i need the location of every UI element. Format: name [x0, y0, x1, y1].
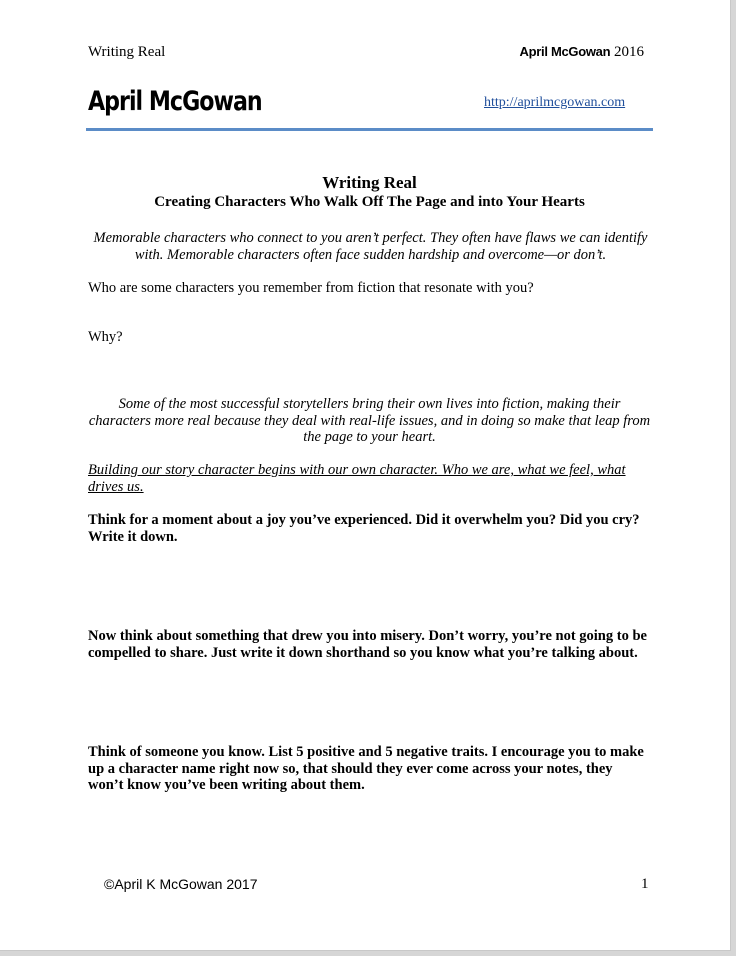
storytellers-paragraph: Some of the most successful storytellers bring their own lives into fiction, making their characters more real because they deal with real-life issues, and in doing so make that leap from the page to your heart.	[88, 396, 651, 445]
document-subtitle: Creating Characters Who Walk Off The Page and into Your Hearts	[154, 194, 585, 210]
header-title: Writing Real	[88, 44, 166, 60]
prompt-misery: Now think about something that drew you into misery. Don’t worry, you’re not going to be compelled to share. Just write it down shorthand so you know what you’re talking about.	[88, 628, 647, 661]
footer-copyright: ©April K McGowan 2017	[104, 876, 258, 892]
header-year: 2016	[614, 44, 644, 60]
building-text: Building our story character begins with our own character. Who we are, what we feel, what drives us.	[88, 462, 626, 495]
building-paragraph	[88, 462, 651, 495]
page-shadow-bottom	[0, 951, 736, 956]
prompt-joy: Think for a moment about a joy you’ve experienced. Did it overwhelm you? Did you cry? Write it down.	[88, 512, 640, 545]
header-author-year	[520, 44, 644, 61]
question-characters: Who are some characters you remember from fiction that resonate with you?	[88, 280, 534, 296]
prompt-traits: Think of someone you know. List 5 positive and 5 negative traits. I encourage you to make up a character name right now so, that should they ever come across your notes, they won’t know you’ve been writing about them.	[88, 744, 644, 793]
website-link[interactable]: http://aprilmcgowan.com	[484, 95, 626, 110]
document-title: Writing Real	[322, 173, 417, 192]
page-shadow-right	[731, 0, 736, 956]
header-author: April McGowan	[519, 44, 611, 59]
page-number: 1	[641, 876, 649, 892]
intro-paragraph: Memorable characters who connect to you aren’t perfect. They often have flaws we can identify with. Memorable characters often face sudden hardship and overcome—or don’t.	[93, 230, 648, 263]
question-why: Why?	[88, 329, 123, 345]
header-divider	[86, 128, 653, 131]
author-logo: April McGowan	[88, 86, 262, 117]
